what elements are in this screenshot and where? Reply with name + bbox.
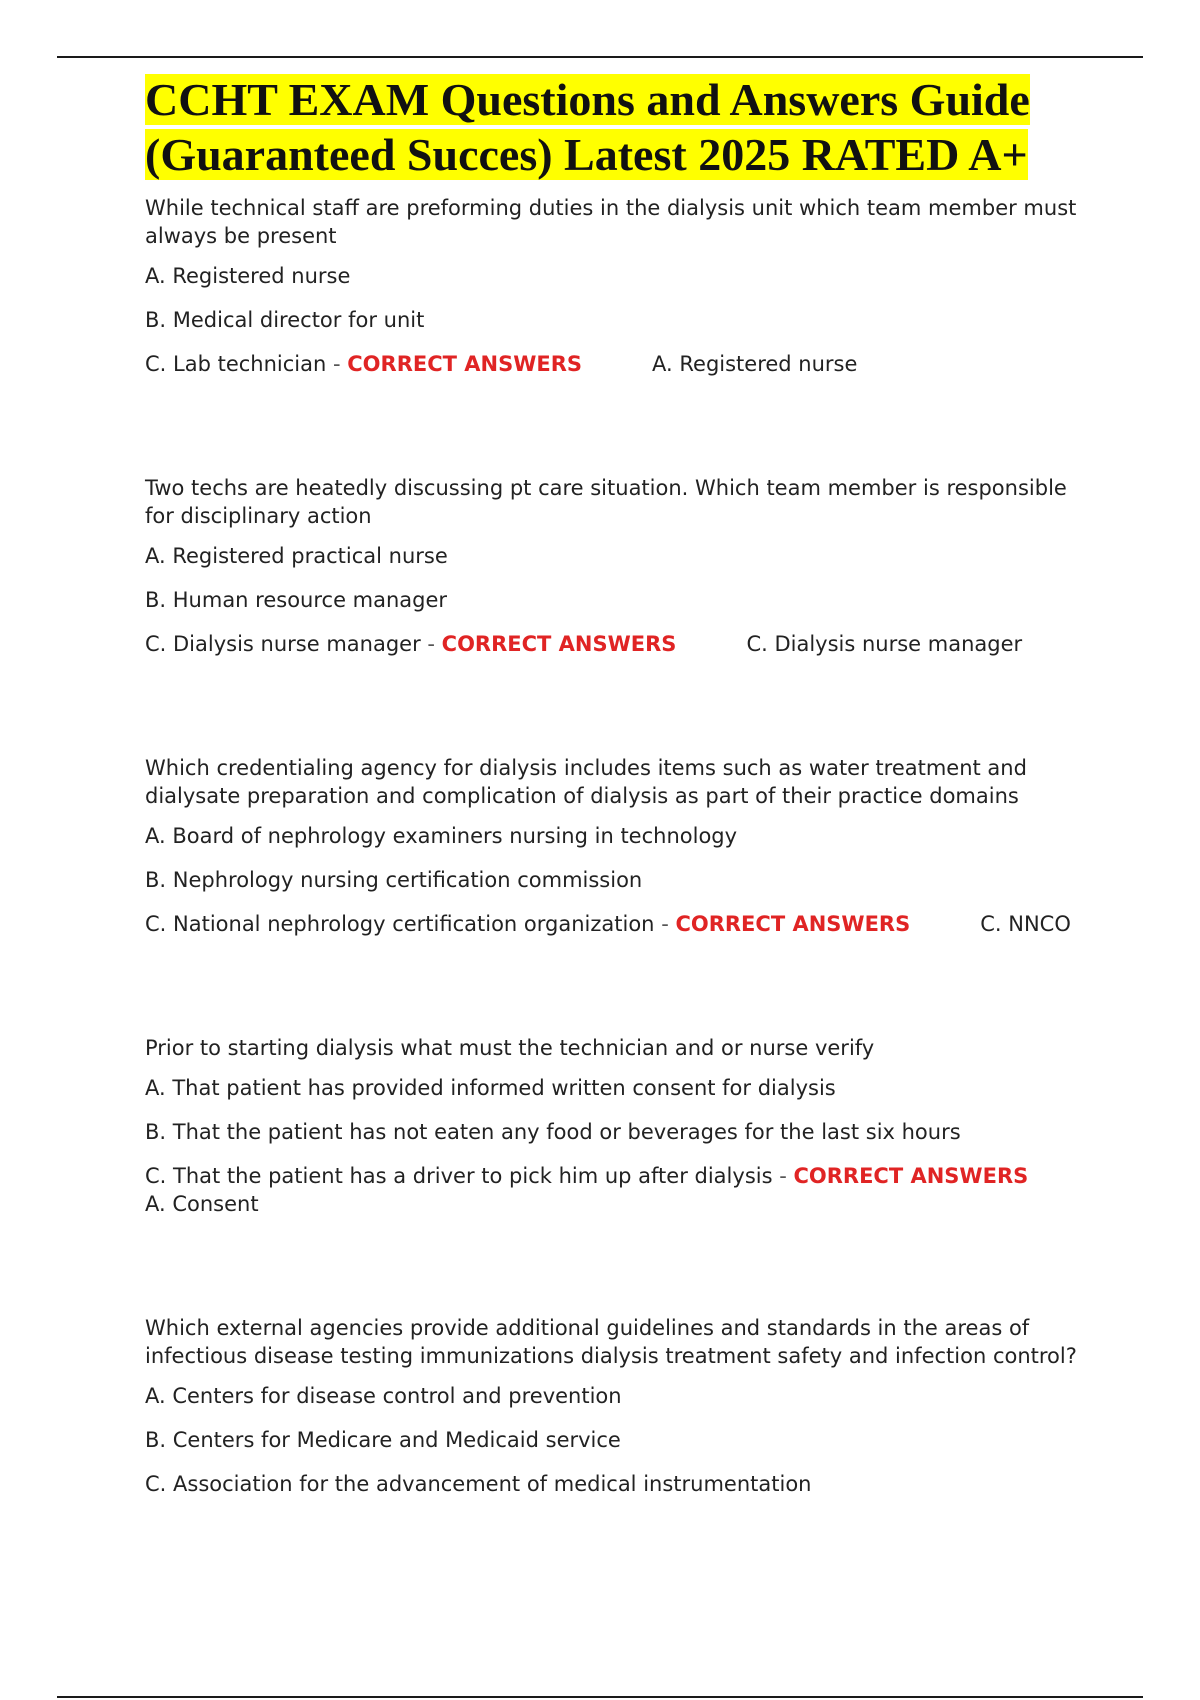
answer-text: C. Dialysis nurse manager bbox=[746, 632, 1023, 656]
correct-answers-label: CORRECT ANSWERS bbox=[441, 632, 677, 656]
document-title bbox=[145, 72, 1080, 182]
separator: - bbox=[427, 632, 435, 656]
option-a: A. Registered practical nurse bbox=[145, 544, 448, 568]
separator: - bbox=[661, 912, 669, 936]
separator: - bbox=[779, 1164, 787, 1188]
question-block bbox=[145, 474, 1080, 658]
option-c: C. Dialysis nurse manager bbox=[145, 632, 421, 656]
option-a: A. That patient has provided informed written consent for dialysis bbox=[145, 1076, 836, 1100]
correct-answers-label: CORRECT ANSWERS bbox=[675, 912, 911, 936]
bottom-rule bbox=[57, 1696, 1143, 1698]
question-text: While technical staff are preforming duties in the dialysis unit which team member must always be present bbox=[145, 196, 1077, 248]
question-block bbox=[145, 754, 1080, 938]
question-text: Prior to starting dialysis what must the technician and or nurse verify bbox=[145, 1036, 875, 1060]
correct-answers-label: CORRECT ANSWERS bbox=[793, 1164, 1029, 1188]
option-a: A. Centers for disease control and prevention bbox=[145, 1384, 622, 1408]
question-block bbox=[145, 194, 1080, 378]
question-block bbox=[145, 1034, 1080, 1218]
answer-text: C. NNCO bbox=[980, 912, 1071, 936]
option-c: C. National nephrology certification organization bbox=[145, 912, 655, 936]
option-c: C. That the patient has a driver to pick him up after dialysis bbox=[145, 1164, 773, 1188]
question-text: Which external agencies provide additional guidelines and standards in the areas of infectious disease testing immunizations dialysis treatment safety and infection control? bbox=[145, 1316, 1077, 1368]
option-b: B. Human resource manager bbox=[145, 588, 448, 612]
separator: - bbox=[333, 352, 341, 376]
question-block bbox=[145, 1314, 1080, 1498]
option-c-with-answer bbox=[145, 910, 1080, 938]
answer-text: A. Consent bbox=[145, 1192, 259, 1216]
option-c-with-answer bbox=[145, 350, 1080, 378]
answer-text: A. Registered nurse bbox=[652, 352, 858, 376]
option-b: B. That the patient has not eaten any food or beverages for the last six hours bbox=[145, 1120, 961, 1144]
option-b: B. Centers for Medicare and Medicaid service bbox=[145, 1428, 621, 1452]
correct-answers-label: CORRECT ANSWERS bbox=[347, 352, 583, 376]
option-b: B. Nephrology nursing certification commission bbox=[145, 868, 643, 892]
option-a: A. Registered nurse bbox=[145, 264, 351, 288]
option-c: C. Lab technician bbox=[145, 352, 327, 376]
page-content bbox=[145, 72, 1080, 1498]
top-rule bbox=[57, 56, 1143, 58]
document-title-highlight: CCHT EXAM Questions and Answers Guide (Guaranteed Succes) Latest 2025 RATED A+ bbox=[145, 74, 1030, 180]
option-a: A. Board of nephrology examiners nursing in technology bbox=[145, 824, 738, 848]
option-b: B. Medical director for unit bbox=[145, 308, 425, 332]
option-c-with-answer bbox=[145, 630, 1080, 658]
option-c-with-answer bbox=[145, 1162, 1080, 1218]
question-text: Two techs are heatedly discussing pt care situation. Which team member is responsible for disciplinary action bbox=[145, 476, 1067, 528]
option-c: C. Association for the advancement of medical instrumentation bbox=[145, 1472, 812, 1496]
question-text: Which credentialing agency for dialysis includes items such as water treatment and dialysate preparation and complication of dialysis as part of their practice domains bbox=[145, 756, 1027, 808]
